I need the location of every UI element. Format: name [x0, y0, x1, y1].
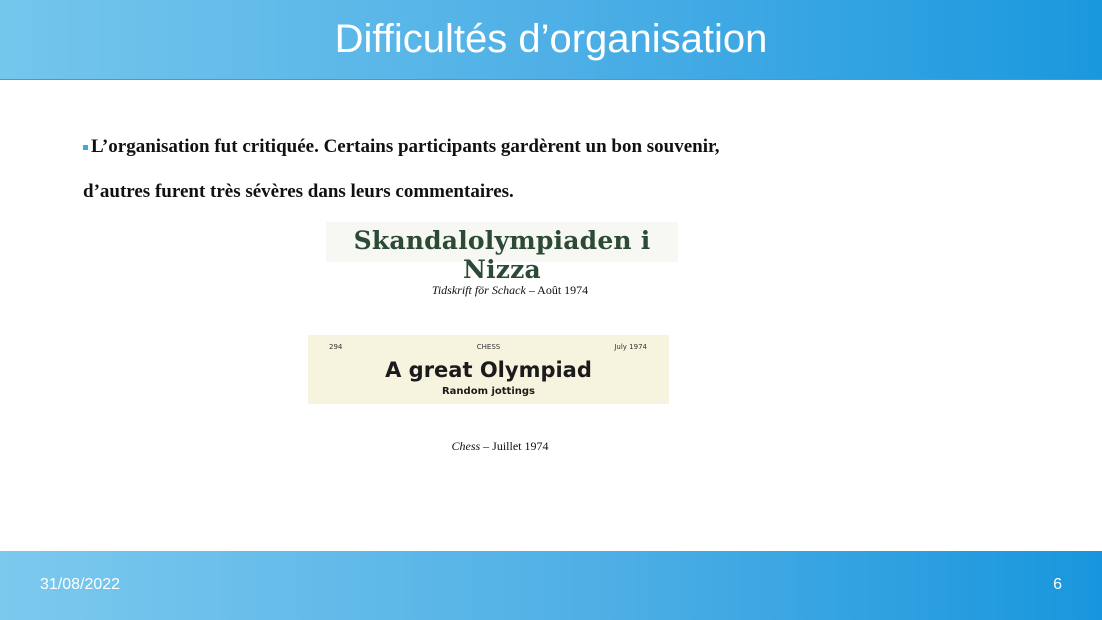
clipping-chess-subheadline: Random jottings	[441, 386, 535, 397]
clipping-chess-image	[308, 335, 669, 404]
caption-date: – Août 1974	[525, 283, 589, 297]
clipping-tidskrift-headline: Skandalolympiaden i Nizza	[353, 226, 651, 284]
bullet-icon	[83, 145, 88, 150]
caption-source: Chess	[451, 439, 481, 453]
caption-date: – Juillet 1974	[480, 439, 549, 453]
slide-header	[0, 0, 1102, 80]
clipping-chess-caption	[300, 439, 700, 454]
body-line-1	[83, 124, 983, 169]
clipping-chess-magazine: CHESS	[476, 343, 501, 351]
clipping-tidskrift-image	[326, 222, 678, 284]
slide-number: 6	[1053, 576, 1062, 593]
clipping-tidskrift-caption	[300, 283, 720, 298]
clipping-chess-headline: A great Olympiad	[385, 358, 592, 382]
clipping-chess-page-number: 294	[329, 343, 343, 351]
caption-source: Tidskrift för Schack	[431, 283, 526, 297]
slide-body-text	[83, 124, 983, 214]
clipping-chess-date: July 1974	[614, 343, 647, 351]
slide-footer	[0, 551, 1102, 620]
body-line-1-text: L’organisation fut critiquée. Certains participants gardèrent un bon souvenir,	[91, 136, 720, 157]
footer-date: 31/08/2022	[40, 576, 121, 593]
slide-title: Difficultés d’organisation	[334, 17, 768, 61]
body-line-2: d’autres furent très sévères dans leurs commentaires.	[83, 181, 514, 202]
